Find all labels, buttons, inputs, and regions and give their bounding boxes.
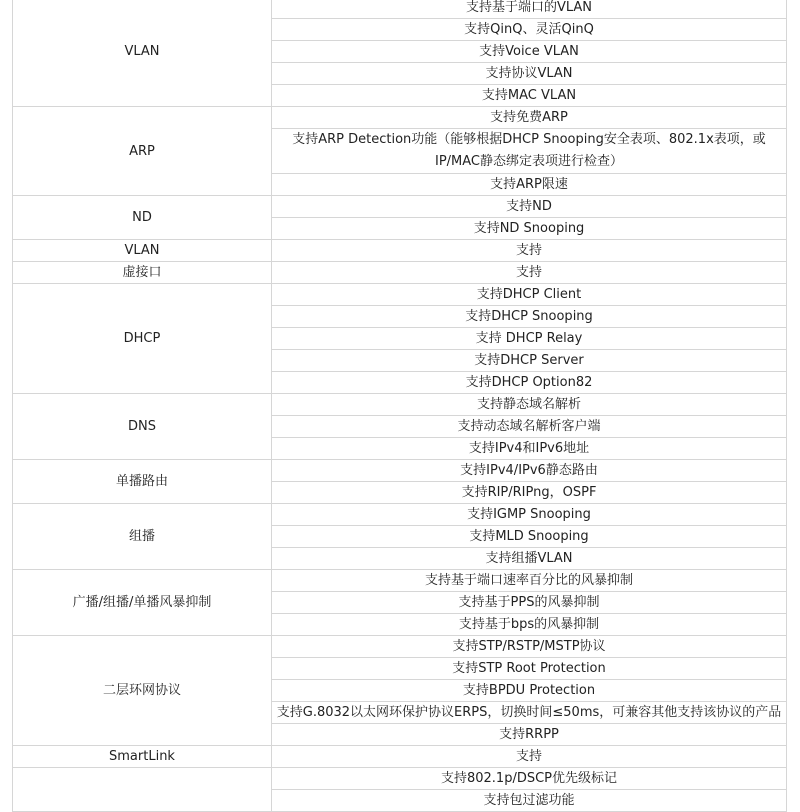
table-row bbox=[13, 284, 787, 306]
feature-cell: 支持DHCP Snooping bbox=[272, 306, 787, 328]
table-row bbox=[13, 107, 787, 129]
table-row bbox=[13, 570, 787, 592]
table-row bbox=[13, 262, 787, 284]
feature-spec-table bbox=[12, 0, 787, 812]
table-row bbox=[13, 460, 787, 482]
category-cell: VLAN bbox=[13, 0, 272, 107]
table-row bbox=[13, 746, 787, 768]
feature-cell: 支持 bbox=[272, 240, 787, 262]
feature-cell: 支持包过滤功能 bbox=[272, 790, 787, 812]
feature-cell: 支持组播VLAN bbox=[272, 548, 787, 570]
feature-cell: 支持基于端口的VLAN bbox=[272, 0, 787, 19]
feature-cell: 支持STP Root Protection bbox=[272, 658, 787, 680]
table-row bbox=[13, 504, 787, 526]
feature-cell: 支持MAC VLAN bbox=[272, 85, 787, 107]
category-cell: 二层环网协议 bbox=[13, 636, 272, 746]
feature-cell: 支持MLD Snooping bbox=[272, 526, 787, 548]
feature-cell: 支持ARP Detection功能（能够根据DHCP Snooping安全表项、802.1x表项，或IP/MAC静态绑定表项进行检查） bbox=[272, 129, 787, 174]
feature-cell: 支持DHCP Server bbox=[272, 350, 787, 372]
feature-cell: 支持802.1p/DSCP优先级标记 bbox=[272, 768, 787, 790]
feature-cell: 支持 bbox=[272, 262, 787, 284]
feature-cell: 支持RIP/RIPng，OSPF bbox=[272, 482, 787, 504]
category-cell bbox=[13, 768, 272, 812]
feature-cell: 支持IPv4和IPv6地址 bbox=[272, 438, 787, 460]
feature-cell: 支持免费ARP bbox=[272, 107, 787, 129]
category-cell: SmartLink bbox=[13, 746, 272, 768]
category-cell: 单播路由 bbox=[13, 460, 272, 504]
feature-cell: 支持Voice VLAN bbox=[272, 41, 787, 63]
category-cell: ARP bbox=[13, 107, 272, 196]
category-cell: DNS bbox=[13, 394, 272, 460]
feature-cell: 支持基于端口速率百分比的风暴抑制 bbox=[272, 570, 787, 592]
feature-cell: 支持IGMP Snooping bbox=[272, 504, 787, 526]
category-cell: 虚接口 bbox=[13, 262, 272, 284]
table-row bbox=[13, 768, 787, 790]
feature-cell: 支持DHCP Client bbox=[272, 284, 787, 306]
table-row bbox=[13, 0, 787, 19]
table-row bbox=[13, 636, 787, 658]
feature-cell: 支持STP/RSTP/MSTP协议 bbox=[272, 636, 787, 658]
feature-cell: 支持ARP限速 bbox=[272, 174, 787, 196]
category-cell: DHCP bbox=[13, 284, 272, 394]
feature-cell: 支持G.8032以太网环保护协议ERPS，切换时间≤50ms，可兼容其他支持该协议的产品 bbox=[272, 702, 787, 724]
feature-cell: 支持协议VLAN bbox=[272, 63, 787, 85]
table-row bbox=[13, 240, 787, 262]
feature-cell: 支持 DHCP Relay bbox=[272, 328, 787, 350]
category-cell: ND bbox=[13, 196, 272, 240]
feature-spec-body bbox=[13, 0, 787, 812]
feature-cell: 支持BPDU Protection bbox=[272, 680, 787, 702]
feature-cell: 支持 bbox=[272, 746, 787, 768]
feature-cell: 支持ND Snooping bbox=[272, 218, 787, 240]
category-cell: 广播/组播/单播风暴抑制 bbox=[13, 570, 272, 636]
feature-cell: 支持RRPP bbox=[272, 724, 787, 746]
feature-cell: 支持静态域名解析 bbox=[272, 394, 787, 416]
table-row bbox=[13, 394, 787, 416]
feature-cell: 支持基于bps的风暴抑制 bbox=[272, 614, 787, 636]
feature-cell: 支持IPv4/IPv6静态路由 bbox=[272, 460, 787, 482]
category-cell: 组播 bbox=[13, 504, 272, 570]
feature-cell: 支持QinQ、灵活QinQ bbox=[272, 19, 787, 41]
feature-cell: 支持动态域名解析客户端 bbox=[272, 416, 787, 438]
feature-cell: 支持ND bbox=[272, 196, 787, 218]
category-cell: VLAN bbox=[13, 240, 272, 262]
table-row bbox=[13, 196, 787, 218]
feature-cell: 支持基于PPS的风暴抑制 bbox=[272, 592, 787, 614]
feature-cell: 支持DHCP Option82 bbox=[272, 372, 787, 394]
